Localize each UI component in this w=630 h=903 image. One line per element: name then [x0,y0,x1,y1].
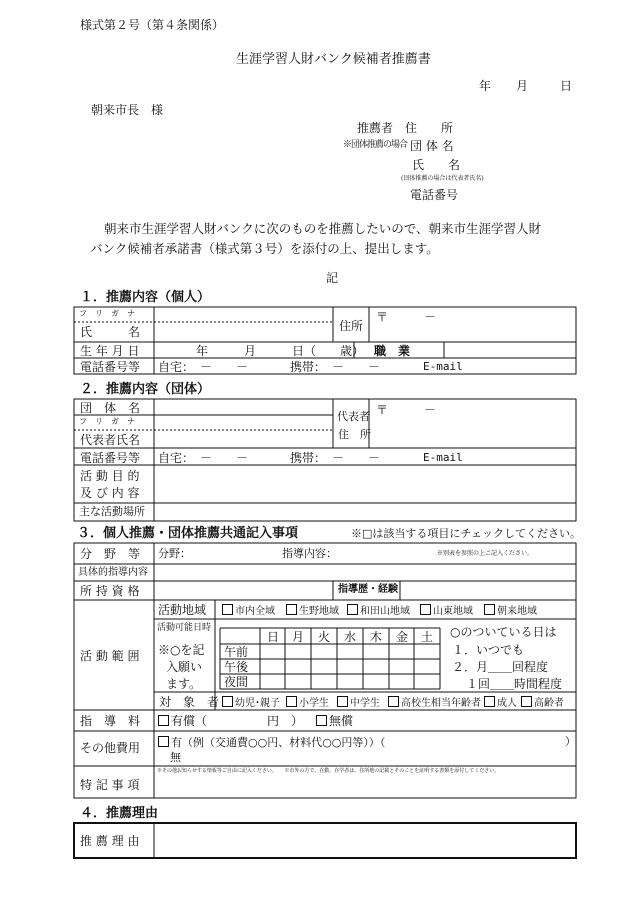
weekday-fri: 金 [396,630,409,644]
postal-code-field[interactable]: 〒 － [376,310,437,324]
recommender-phone-label: 電話番号 [410,188,459,202]
checkbox-icon [521,696,532,707]
specific-guidance-input[interactable] [155,565,575,580]
group-name-row-label: 団 体 名 [80,401,141,415]
home-phone-field[interactable]: 自宅： － － [158,360,249,374]
other-cost-close-paren: ） [565,735,576,748]
checkbox-icon [337,696,348,707]
checkbox-icon [286,696,297,707]
date-month-label: 月 [516,79,529,93]
fee-label: 指 導 料 [80,714,141,728]
reason-input[interactable] [156,825,574,856]
group-mobile-phone-field[interactable]: 携帯： － － [290,451,381,465]
time-night: 夜間 [224,675,249,689]
career-label: 指導歴・経験 [338,584,398,595]
group-note: ※団体推薦の場合 [343,140,408,150]
other-cost-option-no[interactable]: 無 [170,751,181,764]
name-input[interactable] [155,323,332,341]
area-option-asago[interactable]: 朝来地域 [484,604,537,617]
job-label: 職 業 [374,344,411,358]
qualification-label: 所 持 資 格 [80,584,140,598]
target-option-senior[interactable]: 高齢者 [521,696,564,709]
rep-furigana-label: フ リ ガ ナ [79,417,135,426]
intro-line-1: 朝来市生涯学習人財バンクに次のものを推薦したいので、朝来市生涯学習人財 [104,221,542,236]
time-morning: 午前 [224,645,249,659]
other-cost-option-yes[interactable]: 有（例（交通費○○円、材料代○○円等））（ [158,736,385,748]
address-label: 住所 [339,319,364,333]
target-option-high-school[interactable]: 高校生相当年齢者 [388,696,481,709]
rep-postal-field[interactable]: 〒 － [376,403,437,417]
weekday-tue: 火 [318,630,331,644]
group-phone-label: 電話番号等 [80,451,141,465]
group-name-label: 団 体 名 [410,139,454,153]
area-label: 活動地域 [158,603,207,617]
frequency-anytime[interactable]: １．いつでも [452,643,525,657]
available-days-label: 活動可能日時 [157,623,212,633]
recommender-name-label: 氏 名 [412,158,461,172]
days-note-3: ます。 [166,677,202,691]
checkbox-icon [484,696,495,707]
checkbox-icon [316,715,327,726]
reason-label: 推 薦 理 由 [80,834,140,848]
special-notes-hint: ※その他お知らせする情報等ご自由に記入ください。 ※市外の方で、在勤、在学者は、住所地の記載とそのことを証明する書類を添付してください。 [157,768,500,774]
target-option-adult[interactable]: 成人 [484,696,517,709]
checkbox-icon [420,604,431,615]
frequency-note: ○のついている日は [450,625,557,639]
area-option-wadayama[interactable]: 和田山地域 [347,604,410,617]
weekday-sun: 日 [267,630,280,644]
section-3-title: ３．個人推薦・団体推薦共通記入事項 [77,526,299,541]
special-notes-input[interactable] [155,778,575,797]
weekday-sat: 土 [421,630,434,644]
appendix-note: ※別表を参照の上ご記入ください。 [437,550,534,557]
area-option-santo[interactable]: 山東地域 [420,604,473,617]
birthdate-field[interactable]: 年 月 日（ 歳） [196,344,365,358]
checkbox-icon [347,604,358,615]
area-option-city[interactable]: 市内全域 [222,604,275,617]
addressee: 朝来市長 様 [91,103,164,117]
ki-label: 記 [326,271,339,285]
activity-label-2: 及 び 内 容 [80,486,140,500]
rep-address-label: 住 所 [338,428,371,441]
checkbox-icon [484,604,495,615]
name-note: (団体推薦の場合は代表者氏名) [401,175,484,182]
weekday-thu: 木 [370,630,383,644]
activity-input[interactable] [155,466,575,502]
checkbox-icon [158,715,169,726]
form-number: 様式第２号（第４条関係） [80,18,225,32]
recommender-address-label: 推薦者 住 所 [357,121,454,135]
field-input[interactable]: 分野： [158,547,191,560]
name-label: 氏 名 [80,325,141,339]
check-note: ※□は該当する項目にチェックしてください。 [351,527,582,540]
special-notes-label: 特 記 事 項 [80,778,140,792]
date-day-label: 日 [560,79,573,93]
career-input[interactable] [401,582,575,599]
email-field[interactable]: E-mail [423,360,463,373]
frequency-hours[interactable]: １回＿＿時間程度 [466,677,563,691]
target-option-elementary[interactable]: 小学生 [286,696,329,709]
activity-place-input[interactable] [155,504,575,520]
group-home-phone-field[interactable]: 自宅： － － [158,451,249,465]
mobile-phone-field[interactable]: 携帯： － － [290,360,381,374]
time-afternoon: 午後 [224,660,249,674]
activity-range-label: 活 動 範 囲 [80,649,140,663]
checkbox-icon [222,696,233,707]
guidance-input[interactable]: 指導内容： [282,547,337,560]
frequency-monthly[interactable]: ２．月＿＿回程度 [452,660,549,674]
job-input[interactable] [445,343,575,357]
weekday-wed: 水 [344,630,357,644]
section-1-title: １．推薦内容（個人） [80,290,211,305]
other-cost-label: その他費用 [80,741,141,755]
section-4-title: ４．推薦理由 [80,806,159,821]
group-name-input[interactable] [155,400,332,414]
activity-label-1: 活 動 目 的 [80,469,140,483]
furigana-label: フ リ ガ ナ [79,309,135,318]
birthdate-label: 生 年 月 日 [80,344,140,358]
specific-guidance-label: 具体的指導内容 [78,567,148,578]
checkbox-icon [222,604,233,615]
days-note-1: ※○を記 [158,643,205,657]
intro-line-2: バンク候補者承諾書（様式第３号）を添付の上、提出します。 [90,241,439,256]
rep-name-input[interactable] [155,431,332,447]
target-option-infant[interactable]: 幼児･親子 [222,696,280,709]
phone-label: 電話番号等 [80,360,141,374]
target-option-junior-high[interactable]: 中学生 [337,696,380,709]
target-label: 対 象 者 [159,695,220,709]
section-2-title: ２．推薦内容（団体） [80,382,211,397]
field-row-label: 分 野 等 [80,547,141,561]
weekday-mon: 月 [292,630,305,644]
fee-option-free[interactable]: 無償 [316,715,353,727]
fee-option-paid[interactable]: 有償（ 円 ） [158,715,303,727]
checkbox-icon [158,736,169,747]
days-note-2: 入願い [166,660,203,674]
activity-place-label: 主な活動場所 [79,505,145,518]
checkbox-icon [388,696,399,707]
checkbox-icon [286,604,297,615]
area-option-ikuno[interactable]: 生野地域 [286,604,339,617]
qualification-input[interactable] [155,582,332,599]
page-title: 生涯学習人財バンク候補者推薦書 [236,52,431,67]
rep-label: 代表者 [337,410,370,423]
furigana-input[interactable] [155,308,332,321]
group-email-field[interactable]: E-mail [423,451,463,464]
date-year-label: 年 [479,79,492,93]
rep-name-label: 代表者氏名 [80,433,141,447]
